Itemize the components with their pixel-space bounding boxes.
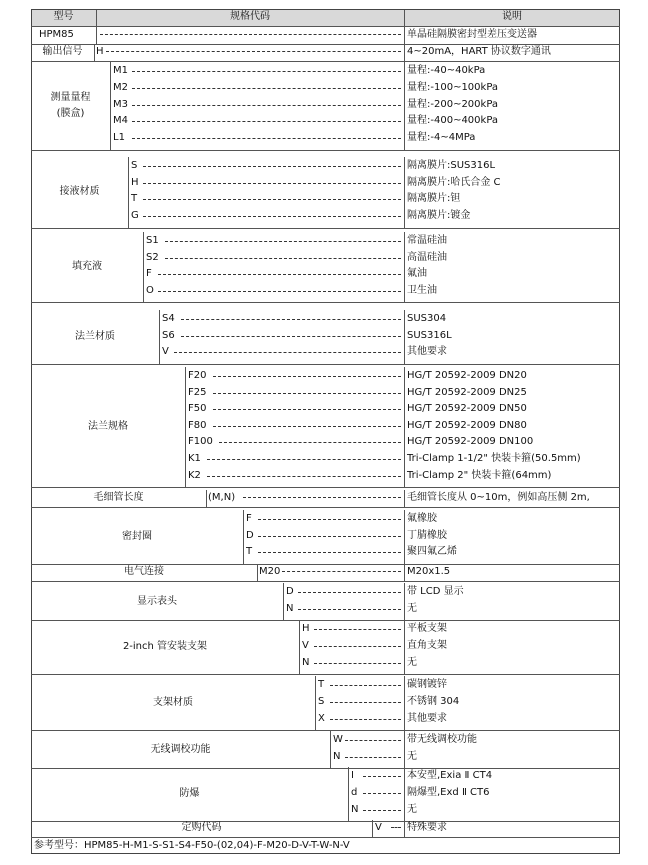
explosion-option-desc: 隔爆型,Exd Ⅱ CT6 xyxy=(407,786,490,798)
seal-option-code: F xyxy=(246,513,252,524)
range-option-desc: 量程:-100~100kPa xyxy=(407,81,499,93)
rule-line xyxy=(31,837,620,838)
rule-line xyxy=(31,581,620,582)
leader-dots xyxy=(243,497,401,499)
wireless-option-desc: 无 xyxy=(407,750,417,762)
bracket-option-code: N xyxy=(302,656,310,668)
electrical-code: M20 xyxy=(259,566,281,577)
rule-line xyxy=(404,490,405,507)
rule-line xyxy=(96,27,97,44)
bracket-label: 2-inch 管安装支架 xyxy=(122,641,208,653)
leader-dots xyxy=(314,629,401,631)
leader-dots xyxy=(314,663,401,665)
flange-spec-option-desc: HG/T 20592-2009 DN80 xyxy=(407,419,527,431)
range-option-code: L1 xyxy=(113,132,125,144)
display-option-code: D xyxy=(286,586,294,597)
range-option-desc: 量程:-200~200kPa xyxy=(407,98,499,110)
wetted-option-desc: 隔离膜片:镀金 xyxy=(407,210,471,222)
rule-line xyxy=(128,157,129,228)
flange-spec-label: 法兰规格 xyxy=(88,421,128,433)
output-code: H xyxy=(96,46,104,57)
flange-spec-option-code: F20 xyxy=(188,370,207,381)
electrical-desc: M20x1.5 xyxy=(407,566,451,577)
rule-line xyxy=(315,676,316,730)
bracket-option-desc: 平板支架 xyxy=(407,623,447,634)
leader-dots xyxy=(132,71,401,73)
bracket-option-desc: 直角支架 xyxy=(407,639,447,651)
rule-line xyxy=(206,490,207,507)
flange-material-option-desc: SUS316L xyxy=(407,329,452,341)
rule-line xyxy=(143,232,144,302)
header-code: 规格代码 xyxy=(230,11,270,22)
leader-dots xyxy=(106,51,401,53)
bracket-material-option-desc: 碳钢镀锌 xyxy=(407,679,447,690)
rule-line xyxy=(31,730,620,731)
leader-dots xyxy=(258,552,401,554)
rule-line xyxy=(404,367,405,487)
bracket-option-desc: 无 xyxy=(407,656,417,668)
rule-line xyxy=(348,767,349,821)
leader-dots xyxy=(213,376,401,378)
fill-option-code: S2 xyxy=(146,251,159,263)
rule-line xyxy=(299,620,300,674)
wetted-option-desc: 隔离膜片:SUS316L xyxy=(407,160,496,171)
rule-line xyxy=(404,820,405,837)
range-option-desc: 量程:-400~400kPa xyxy=(407,115,499,127)
bracket-option-code: H xyxy=(302,623,310,634)
leader-dots xyxy=(258,536,401,538)
leader-dots xyxy=(174,352,401,354)
rule-line xyxy=(257,564,258,581)
wireless-option-code: W xyxy=(333,734,343,745)
wetted-option-code: G xyxy=(131,210,139,222)
rule-line xyxy=(110,62,111,150)
rule-line xyxy=(404,583,405,620)
rule-line xyxy=(404,232,405,302)
range-option-code: M2 xyxy=(113,81,128,93)
rule-line xyxy=(404,310,405,364)
wetted-option-code: H xyxy=(131,176,139,188)
range-option-code: M4 xyxy=(113,115,128,127)
capillary-label: 毛细管长度 xyxy=(93,492,144,503)
leader-dots xyxy=(298,592,401,594)
leader-dots xyxy=(219,442,401,444)
flange-spec-option-code: F50 xyxy=(188,403,207,415)
fill-option-code: S1 xyxy=(146,235,159,246)
flange-material-option-code: V xyxy=(162,346,169,358)
leader-dots xyxy=(391,827,401,829)
seal-option-desc: 丁腈橡胶 xyxy=(407,529,447,541)
rule-line xyxy=(31,302,620,303)
rule-line xyxy=(31,364,620,365)
display-option-desc: 无 xyxy=(407,602,417,614)
flange-spec-option-desc: HG/T 20592-2009 DN50 xyxy=(407,403,527,415)
leader-dots xyxy=(363,776,401,778)
fill-label: 填充液 xyxy=(72,261,102,273)
flange-material-option-desc: SUS304 xyxy=(407,313,447,324)
leader-dots xyxy=(181,336,401,338)
explosion-label: 防爆 xyxy=(179,788,200,800)
flange-spec-option-code: F100 xyxy=(188,436,213,448)
leader-dots xyxy=(207,459,401,461)
base-model-desc: 单晶硅隔膜密封型差压变送器 xyxy=(407,29,537,40)
flange-spec-option-code: F80 xyxy=(188,419,207,431)
flange-material-option-desc: 其他要求 xyxy=(407,346,447,358)
rule-line xyxy=(283,583,284,620)
wetted-option-code: S xyxy=(131,160,138,171)
range-option-desc: 量程:-40~40kPa xyxy=(407,65,486,76)
rule-line xyxy=(31,620,620,621)
flange-material-label: 法兰材质 xyxy=(75,331,115,343)
range-option-code: M3 xyxy=(113,98,128,110)
leader-dots xyxy=(363,793,401,795)
custom-desc: 特殊要求 xyxy=(407,822,447,833)
rule-line xyxy=(31,768,620,769)
leader-dots xyxy=(258,519,401,521)
reference-model: 参考型号：HPM85-H-M1-S-S1-S4-F50-(02,04)-F-M20-D-V-T-W-N-V xyxy=(34,840,350,851)
range-label: 测量量程 xyxy=(50,92,91,103)
leader-dots xyxy=(158,291,401,293)
rule-line xyxy=(31,61,620,62)
leader-dots xyxy=(213,393,401,395)
rule-line xyxy=(31,26,620,27)
wetted-option-desc: 隔离膜片:哈氏合金 C xyxy=(407,176,501,188)
leader-dots xyxy=(132,88,401,90)
header-desc: 说明 xyxy=(502,11,522,22)
flange-spec-option-code: K2 xyxy=(188,469,201,481)
flange-spec-option-desc: HG/T 20592-2009 DN100 xyxy=(407,436,534,448)
bracket-material-option-desc: 不锈钢 304 xyxy=(407,695,460,707)
flange-spec-option-code: K1 xyxy=(188,453,201,464)
leader-dots xyxy=(158,274,401,276)
rule-line xyxy=(404,620,405,674)
leader-dots xyxy=(132,121,401,123)
rule-line xyxy=(404,767,405,821)
base-model-code: HPM85 xyxy=(39,29,74,40)
rule-line xyxy=(31,507,620,508)
bracket-material-option-code: X xyxy=(318,712,325,724)
rule-line xyxy=(159,310,160,364)
leader-dots xyxy=(165,258,401,260)
rule-line xyxy=(404,62,405,150)
leader-dots xyxy=(330,702,401,704)
bracket-material-label: 支架材质 xyxy=(153,697,193,709)
rule-line xyxy=(31,228,620,229)
fill-option-code: F xyxy=(146,268,152,280)
leader-dots xyxy=(330,719,401,721)
leader-dots xyxy=(314,646,401,648)
wireless-option-desc: 带无线调校功能 xyxy=(407,734,477,745)
range-option-desc: 量程:-4~4MPa xyxy=(407,132,476,144)
seal-option-code: T xyxy=(246,546,253,558)
leader-dots xyxy=(213,426,401,428)
seal-label: 密封圈 xyxy=(122,530,152,542)
rule-line xyxy=(31,150,620,151)
wetted-option-code: T xyxy=(131,193,138,205)
fill-option-code: O xyxy=(146,284,154,296)
electrical-label: 电气连接 xyxy=(124,566,164,577)
leader-dots xyxy=(330,685,401,687)
leader-dots xyxy=(345,740,401,742)
rule-line xyxy=(404,564,405,581)
rule-line xyxy=(404,27,405,44)
fill-option-desc: 常温硅油 xyxy=(407,235,447,246)
rule-line xyxy=(404,157,405,228)
wireless-option-code: N xyxy=(333,750,341,762)
flange-spec-option-desc: Tri-Clamp 2" 快装卡箍(64mm) xyxy=(407,469,552,481)
leader-dots xyxy=(132,138,401,140)
header-model: 型号 xyxy=(53,11,74,22)
flange-spec-option-desc: HG/T 20592-2009 DN25 xyxy=(407,386,527,398)
leader-dots xyxy=(298,609,401,611)
leader-dots xyxy=(143,183,401,185)
leader-dots xyxy=(143,166,401,168)
leader-dots xyxy=(143,199,401,201)
bracket-material-option-code: T xyxy=(318,679,325,690)
custom-label: 定购代码 xyxy=(181,822,222,833)
display-option-code: N xyxy=(286,602,294,614)
explosion-option-code: d xyxy=(351,786,358,798)
wetted-label: 接液材质 xyxy=(59,186,100,198)
rule-line xyxy=(31,487,620,488)
display-label: 显示表头 xyxy=(137,595,177,607)
flange-material-option-code: S4 xyxy=(162,313,175,324)
rule-line xyxy=(404,44,405,61)
bracket-material-option-desc: 其他要求 xyxy=(407,712,447,724)
leader-dots xyxy=(165,241,401,243)
capillary-desc: 毛细管长度从 0~10m，例如高压侧 2m, xyxy=(407,492,590,503)
rule-line xyxy=(404,676,405,730)
leader-dots xyxy=(143,216,401,218)
seal-option-desc: 氟橡胶 xyxy=(407,513,437,524)
rule-line xyxy=(94,44,95,61)
leader-dots xyxy=(181,319,401,321)
rule-line xyxy=(31,674,620,675)
fill-option-desc: 高温硅油 xyxy=(407,251,447,263)
explosion-option-code: N xyxy=(351,803,359,815)
output-label: 输出信号 xyxy=(42,46,83,57)
bracket-material-option-code: S xyxy=(318,695,325,707)
leader-dots xyxy=(363,810,401,812)
range-option-code: M1 xyxy=(113,65,128,76)
leader-dots xyxy=(132,105,401,107)
fill-option-desc: 卫生油 xyxy=(407,284,437,296)
seal-option-code: D xyxy=(246,529,254,541)
display-option-desc: 带 LCD 显示 xyxy=(407,586,464,597)
wetted-option-desc: 隔离膜片:钽 xyxy=(407,193,461,205)
leader-dots xyxy=(282,571,401,573)
seal-option-desc: 聚四氟乙烯 xyxy=(407,546,457,558)
custom-code: V xyxy=(375,822,382,833)
flange-spec-option-desc: HG/T 20592-2009 DN20 xyxy=(407,370,527,381)
leader-dots xyxy=(100,34,401,36)
rule-line xyxy=(404,731,405,768)
output-desc: 4~20mA，HART 协议数字通讯 xyxy=(407,46,551,57)
explosion-option-desc: 本安型,Exia Ⅱ CT4 xyxy=(407,770,493,781)
rule-line xyxy=(185,367,186,487)
flange-spec-option-desc: Tri-Clamp 1-1/2" 快装卡箍(50.5mm) xyxy=(407,453,581,464)
rule-line xyxy=(243,510,244,564)
explosion-option-code: I xyxy=(351,770,354,781)
rule-line xyxy=(330,731,331,768)
leader-dots xyxy=(207,476,401,478)
rule-line xyxy=(404,510,405,564)
explosion-option-desc: 无 xyxy=(407,803,417,815)
leader-dots xyxy=(213,409,401,411)
leader-dots xyxy=(345,757,401,759)
fill-option-desc: 氟油 xyxy=(407,268,427,280)
range-label-sub: (膜盒) xyxy=(56,108,85,119)
flange-material-option-code: S6 xyxy=(162,329,175,341)
bracket-option-code: V xyxy=(302,639,309,651)
flange-spec-option-code: F25 xyxy=(188,386,207,398)
wireless-label: 无线调校功能 xyxy=(150,743,211,755)
capillary-code: (M,N) xyxy=(208,492,236,503)
rule-line xyxy=(372,820,373,837)
